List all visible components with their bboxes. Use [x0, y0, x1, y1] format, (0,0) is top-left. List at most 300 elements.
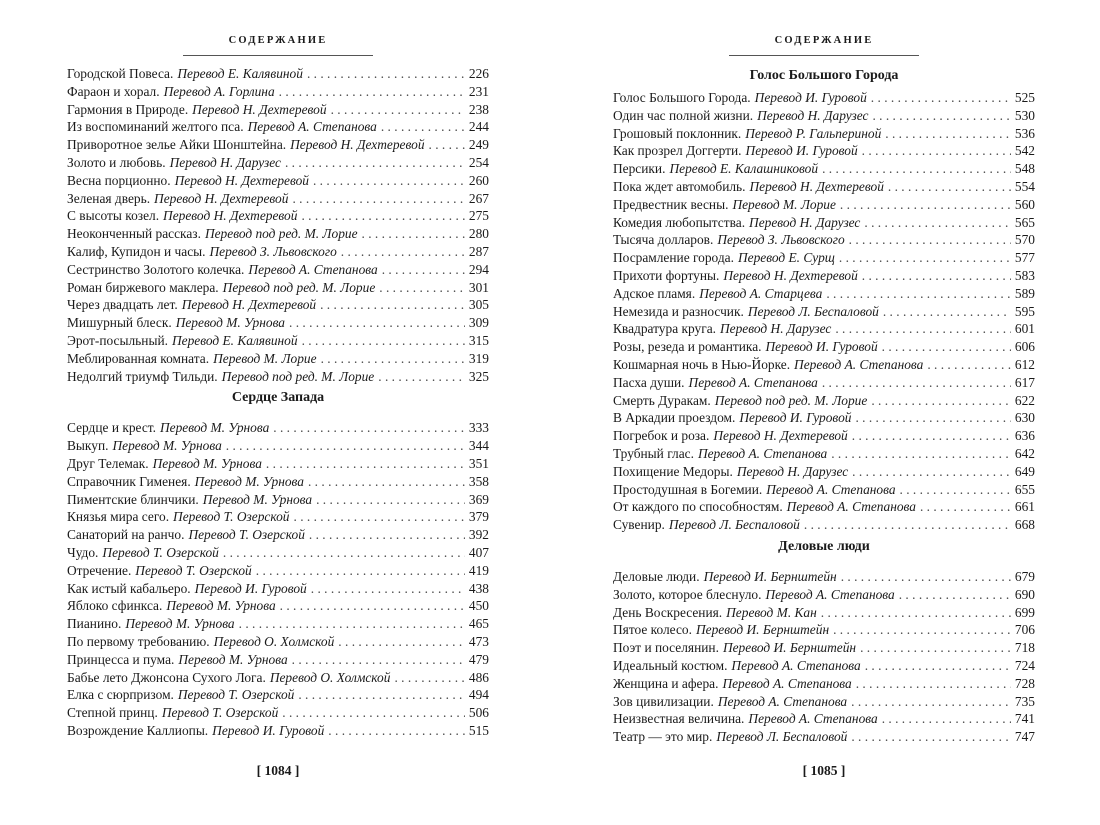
- story-title: Персики.: [613, 161, 666, 177]
- entry-page-number: 438: [468, 580, 489, 596]
- toc-entry: [613, 90, 1035, 108]
- entry-page-number: 589: [1014, 285, 1035, 301]
- dot-leader: [841, 569, 1011, 585]
- translator-credit: Перевод Т. Озерской: [161, 705, 279, 721]
- translator-credit: Перевод Н. Дехтеревой: [723, 267, 858, 283]
- dot-leader: [883, 304, 1011, 320]
- dot-leader: [851, 694, 1011, 710]
- translator-credit: Перевод Н. Дехтеревой: [154, 190, 289, 206]
- dot-leader: [871, 393, 1011, 409]
- story-title: Сестринство Золотого колечка.: [67, 261, 245, 277]
- dot-leader: [379, 280, 465, 296]
- toc-list: [613, 569, 1035, 747]
- translator-credit: Перевод М. Кан: [726, 604, 817, 620]
- entry-page-number: 369: [468, 491, 489, 507]
- dot-leader: [831, 446, 1011, 462]
- dot-leader: [279, 84, 465, 100]
- dot-leader: [266, 456, 465, 472]
- dot-leader: [885, 126, 1011, 142]
- toc-entry: [67, 705, 489, 723]
- story-title: Предвестник весны.: [613, 196, 729, 212]
- dot-leader: [309, 527, 465, 543]
- translator-credit: Перевод Н. Дехтеревой: [174, 172, 309, 188]
- toc-list: [67, 66, 489, 386]
- translator-credit: Перевод А. Степанова: [748, 711, 878, 727]
- dot-leader: [362, 226, 465, 242]
- translator-credit: Перевод М. Урнова: [178, 651, 288, 667]
- toc-entry: [613, 729, 1035, 747]
- translator-credit: Перевод И. Гуровой: [745, 143, 858, 159]
- entry-page-number: 548: [1014, 161, 1035, 177]
- entry-page-number: 583: [1014, 267, 1035, 283]
- story-title: Калиф, Купидон и часы.: [67, 243, 206, 259]
- translator-credit: Перевод А. Степанова: [786, 499, 916, 515]
- story-title: Зов цивилизации.: [613, 693, 714, 709]
- toc-entry: [67, 581, 489, 599]
- dot-leader: [851, 729, 1011, 745]
- toc-entry: [67, 244, 489, 262]
- entry-page-number: 649: [1014, 463, 1035, 479]
- story-title: Золото и любовь.: [67, 154, 166, 170]
- toc-entry: [67, 102, 489, 120]
- translator-credit: Перевод А. Степанова: [248, 261, 378, 277]
- left-page: [67, 0, 489, 825]
- story-title: Гармония в Природе.: [67, 101, 189, 117]
- toc-entry: [67, 509, 489, 527]
- translator-credit: Перевод Н. Дарузес: [757, 107, 869, 123]
- entry-page-number: 560: [1014, 196, 1035, 212]
- story-title: Погребок и роза.: [613, 428, 710, 444]
- entry-page-number: 741: [1014, 711, 1035, 727]
- dot-leader: [855, 410, 1010, 426]
- story-title: Бабье лето Джонсона Сухого Лога.: [67, 669, 266, 685]
- translator-credit: Перевод Н. Дарузес: [169, 154, 281, 170]
- story-title: Елка с сюрпризом.: [67, 687, 174, 703]
- toc-entry: [613, 569, 1035, 587]
- story-title: Друг Телемак.: [67, 455, 149, 471]
- dot-leader: [338, 634, 465, 650]
- dot-leader: [822, 161, 1011, 177]
- toc-entry: [613, 197, 1035, 215]
- story-title: Кошмарная ночь в Нью-Йорке.: [613, 356, 791, 372]
- page-number: [ 1085 ]: [802, 763, 846, 778]
- toc-entry: [67, 474, 489, 492]
- dot-leader: [871, 90, 1011, 106]
- translator-credit: Перевод М. Урнова: [152, 455, 262, 471]
- story-title: Голос Большого Города.: [613, 90, 751, 105]
- toc-entry: [67, 191, 489, 209]
- translator-credit: Перевод Л. Беспаловой: [747, 303, 879, 319]
- translator-credit: Перевод А. Степанова: [717, 693, 848, 709]
- toc-entry: [67, 333, 489, 351]
- toc-entry: [613, 393, 1035, 411]
- entry-page-number: 260: [468, 172, 489, 188]
- dot-leader: [316, 492, 465, 508]
- toc-entry: [613, 622, 1035, 640]
- dot-leader: [860, 640, 1011, 656]
- dot-leader: [381, 119, 465, 135]
- toc-entry: [613, 711, 1035, 729]
- toc-entry: [67, 563, 489, 581]
- translator-credit: Перевод М. Урнова: [194, 473, 304, 489]
- story-title: Меблированная комната.: [67, 350, 210, 366]
- toc-entry: [67, 527, 489, 545]
- story-title: Квадратура круга.: [613, 321, 716, 337]
- entry-page-number: 301: [468, 279, 489, 295]
- toc-entry: [67, 315, 489, 333]
- toc-list: [613, 90, 1035, 535]
- translator-credit: Перевод А. Степанова: [766, 481, 896, 497]
- dot-leader: [321, 351, 465, 367]
- story-title: Пятое колесо.: [613, 622, 692, 638]
- entry-page-number: 724: [1014, 657, 1035, 673]
- entry-page-number: 275: [468, 208, 489, 224]
- dot-leader: [840, 197, 1011, 213]
- translator-credit: Перевод М. Урнова: [166, 598, 276, 614]
- entry-page-number: 636: [1014, 428, 1035, 444]
- dot-leader: [292, 652, 465, 668]
- story-title: Розы, резеда и романтика.: [613, 339, 762, 355]
- entry-page-number: 325: [468, 368, 489, 384]
- toc-entry: [613, 499, 1035, 517]
- right-page: [613, 0, 1035, 825]
- dot-leader: [341, 244, 465, 260]
- entry-page-number: 231: [468, 83, 489, 99]
- translator-credit: Перевод А. Горлина: [163, 83, 275, 99]
- dot-leader: [292, 191, 464, 207]
- translator-credit: Перевод Н. Дехтеревой: [192, 101, 327, 117]
- story-title: Эрот-посыльный.: [67, 332, 168, 348]
- dot-leader: [839, 250, 1011, 266]
- toc-entry: [613, 215, 1035, 233]
- dot-leader: [900, 482, 1011, 498]
- translator-credit: Перевод Е. Калявиной: [171, 332, 298, 348]
- toc-entry: [67, 545, 489, 563]
- story-title: Из воспоминаний желтого пса.: [67, 119, 244, 135]
- dot-leader: [835, 321, 1011, 337]
- toc-entry: [613, 286, 1035, 304]
- entry-page-number: 238: [468, 101, 489, 117]
- translator-credit: Перевод под ред. М. Лорие: [222, 279, 376, 295]
- entry-page-number: 612: [1014, 356, 1035, 372]
- toc-entry: [67, 687, 489, 705]
- translator-credit: Перевод Р. Гальпериной: [745, 125, 882, 141]
- dot-leader: [862, 143, 1011, 159]
- story-title: Сердце и крест.: [67, 420, 156, 436]
- dot-leader: [394, 670, 464, 686]
- dot-leader: [378, 369, 465, 385]
- entry-page-number: 465: [468, 616, 489, 632]
- entry-page-number: 309: [468, 315, 489, 331]
- translator-credit: Перевод А. Степанова: [722, 675, 852, 691]
- entry-page-number: 565: [1014, 214, 1035, 230]
- story-title: Немезида и разносчик.: [613, 303, 744, 319]
- story-title: Принцесса и пума.: [67, 651, 175, 667]
- dot-leader: [239, 616, 465, 632]
- translator-credit: Перевод З. Львовского: [717, 232, 845, 248]
- toc-entry: [613, 232, 1035, 250]
- toc-entry: [613, 658, 1035, 676]
- story-title: Один час полной жизни.: [613, 107, 754, 123]
- dot-leader: [320, 297, 465, 313]
- story-title: Адское пламя.: [613, 285, 696, 301]
- entry-page-number: 655: [1014, 481, 1035, 497]
- translator-credit: Перевод З. Львовского: [209, 243, 337, 259]
- story-title: Весна порционно.: [67, 172, 171, 188]
- toc-content: [613, 66, 1035, 747]
- dot-leader: [852, 464, 1011, 480]
- toc-entry: [67, 351, 489, 369]
- story-title: Пианино.: [67, 616, 122, 632]
- section-title: Деловые люди: [778, 538, 870, 554]
- entry-page-number: 419: [468, 562, 489, 578]
- translator-credit: Перевод Н. Дехтеревой: [290, 137, 425, 153]
- toc-entry: [67, 670, 489, 688]
- story-title: Сувенир.: [613, 517, 665, 533]
- toc-entry: [613, 446, 1035, 464]
- translator-credit: Перевод И. Гуровой: [212, 722, 325, 738]
- running-head: СОДЕРЖАНИЕ: [228, 35, 328, 46]
- translator-credit: Перевод М. Урнова: [159, 420, 270, 436]
- translator-credit: Перевод Н. Дехтеревой: [181, 297, 317, 313]
- story-title: Золото, которое блеснуло.: [613, 586, 762, 602]
- dot-leader: [849, 232, 1011, 248]
- toc-entry: [613, 375, 1035, 393]
- dot-leader: [872, 108, 1010, 124]
- story-title: Пиментские блинчики.: [67, 491, 199, 507]
- story-title: Трубный глас.: [613, 445, 694, 461]
- toc-entry: [67, 226, 489, 244]
- entry-page-number: 642: [1014, 445, 1035, 461]
- translator-credit: Перевод под ред. М. Лорие: [221, 368, 375, 384]
- dot-leader: [298, 687, 465, 703]
- entry-page-number: 287: [468, 243, 489, 259]
- translator-credit: Перевод Н. Дехтеревой: [163, 208, 298, 224]
- entry-page-number: 315: [468, 332, 489, 348]
- translator-credit: Перевод Т. Озерской: [173, 509, 290, 525]
- toc-entry: [67, 66, 489, 84]
- story-title: Роман биржевого маклера.: [67, 279, 219, 295]
- toc-entry: [613, 587, 1035, 605]
- story-title: Степной принц.: [67, 705, 158, 721]
- dot-leader: [862, 268, 1011, 284]
- toc-entry: [613, 143, 1035, 161]
- dot-leader: [282, 705, 465, 721]
- translator-credit: Перевод под ред. М. Лорие: [204, 226, 358, 242]
- dot-leader: [882, 339, 1011, 355]
- dot-leader: [302, 333, 465, 349]
- entry-page-number: 718: [1014, 640, 1035, 656]
- entry-page-number: 699: [1014, 604, 1035, 620]
- toc-entry: [613, 321, 1035, 339]
- entry-page-number: 226: [468, 66, 489, 81]
- dot-leader: [864, 215, 1011, 231]
- entry-page-number: 570: [1014, 232, 1035, 248]
- entry-page-number: 690: [1014, 586, 1035, 602]
- toc-entry: [613, 605, 1035, 623]
- story-title: Посрамление города.: [613, 250, 734, 266]
- translator-credit: Перевод А. Степанова: [765, 586, 895, 602]
- toc-entry: [67, 598, 489, 616]
- story-title: Недолгий триумф Тильди.: [67, 368, 218, 384]
- story-title: Приворотное зелье Айки Шонштейна.: [67, 137, 287, 153]
- translator-credit: Перевод Н. Дарузес: [720, 321, 832, 337]
- toc-entry: [613, 161, 1035, 179]
- story-title: Пасха души.: [613, 374, 685, 390]
- story-title: Справочник Гименея.: [67, 473, 191, 489]
- entry-page-number: 606: [1014, 339, 1035, 355]
- toc-entry: [67, 492, 489, 510]
- toc-entry: [67, 420, 489, 438]
- entry-page-number: 747: [1014, 729, 1035, 745]
- entry-page-number: 333: [468, 420, 489, 436]
- story-title: С высоты козел.: [67, 208, 160, 224]
- toc-entry: [67, 456, 489, 474]
- entry-page-number: 267: [468, 190, 489, 206]
- entry-page-number: 622: [1014, 392, 1035, 408]
- toc-list: [67, 420, 489, 740]
- translator-credit: Перевод И. Гуровой: [194, 580, 307, 596]
- story-title: В Аркадии проездом.: [613, 410, 736, 426]
- translator-credit: Перевод Е. Сурщ: [737, 250, 835, 266]
- story-title: Похищение Медоры.: [613, 463, 733, 479]
- story-title: Пока ждет автомобиль.: [613, 178, 746, 194]
- story-title: Чудо.: [67, 544, 99, 560]
- dot-leader: [821, 605, 1011, 621]
- toc-entry: [67, 297, 489, 315]
- entry-page-number: 515: [468, 722, 489, 738]
- entry-page-number: 379: [468, 509, 489, 525]
- dot-leader: [223, 545, 465, 561]
- toc-entry: [67, 173, 489, 191]
- entry-page-number: 344: [468, 438, 489, 454]
- entry-page-number: 294: [468, 261, 489, 277]
- translator-credit: Перевод А. Степанова: [688, 374, 818, 390]
- translator-credit: Перевод А. Степанова: [731, 657, 861, 673]
- toc-entry: [613, 304, 1035, 322]
- entry-page-number: 473: [468, 633, 489, 649]
- head-rule: [183, 55, 373, 56]
- dot-leader: [826, 286, 1011, 302]
- running-head: СОДЕРЖАНИЕ: [774, 35, 874, 46]
- story-title: Грошовый поклонник.: [613, 125, 742, 141]
- dot-leader: [882, 711, 1011, 727]
- story-title: Санаторий на ранчо.: [67, 527, 185, 543]
- story-title: Комедия любопытства.: [613, 214, 746, 230]
- translator-credit: Перевод А. Старцева: [699, 285, 823, 301]
- dot-leader: [226, 438, 465, 454]
- translator-credit: Перевод М. Лорие: [732, 196, 836, 212]
- story-title: Как истый кабальеро.: [67, 580, 191, 596]
- toc-entry: [67, 262, 489, 280]
- dot-leader: [280, 598, 465, 614]
- dot-leader: [833, 622, 1011, 638]
- translator-credit: Перевод М. Урнова: [175, 315, 285, 331]
- story-title: Фараон и хорал.: [67, 83, 160, 99]
- entry-page-number: 249: [468, 137, 489, 153]
- dot-leader: [285, 155, 465, 171]
- entry-page-number: 486: [468, 669, 489, 685]
- translator-credit: Перевод О. Холмской: [213, 633, 335, 649]
- dot-leader: [888, 179, 1011, 195]
- entry-page-number: 479: [468, 651, 489, 667]
- dot-leader: [313, 173, 465, 189]
- dot-leader: [307, 66, 465, 82]
- toc-entry: [67, 137, 489, 155]
- translator-credit: Перевод М. Урнова: [202, 491, 313, 507]
- toc-entry: [613, 640, 1035, 658]
- entry-page-number: 280: [468, 226, 489, 242]
- toc-entry: [67, 616, 489, 634]
- entry-page-number: 305: [468, 297, 489, 313]
- toc-entry: [613, 126, 1035, 144]
- translator-credit: Перевод Л. Беспаловой: [668, 517, 800, 533]
- story-title: Неоконченный рассказ.: [67, 226, 201, 242]
- story-title: Простодушная в Богемии.: [613, 481, 763, 497]
- dot-leader: [311, 581, 465, 597]
- dot-leader: [852, 428, 1011, 444]
- dot-leader: [865, 658, 1011, 674]
- entry-page-number: 530: [1014, 107, 1035, 123]
- dot-leader: [289, 315, 465, 331]
- dot-leader: [927, 357, 1011, 373]
- dot-leader: [804, 517, 1011, 533]
- entry-page-number: 735: [1014, 693, 1035, 709]
- dot-leader: [256, 563, 465, 579]
- story-title: Зеленая дверь.: [67, 190, 151, 206]
- dot-leader: [273, 420, 465, 436]
- toc-entry: [67, 119, 489, 137]
- toc-entry: [67, 208, 489, 226]
- entry-page-number: 536: [1014, 125, 1035, 141]
- section-title: Голос Большого Города: [749, 68, 899, 83]
- story-title: День Воскресения.: [613, 604, 723, 620]
- entry-page-number: 679: [1014, 568, 1035, 584]
- entry-page-number: 577: [1014, 250, 1035, 266]
- story-title: Деловые люди.: [613, 568, 700, 584]
- translator-credit: Перевод Т. Озерской: [188, 527, 305, 543]
- translator-credit: Перевод А. Степанова: [697, 445, 828, 461]
- translator-credit: Перевод И. Гуровой: [754, 90, 867, 105]
- translator-credit: Перевод Е. Калашниковой: [669, 161, 819, 177]
- entry-page-number: 494: [468, 687, 489, 703]
- toc-entry: [67, 369, 489, 387]
- story-title: Тысяча долларов.: [613, 232, 714, 248]
- dot-leader: [294, 509, 465, 525]
- dot-leader: [856, 676, 1011, 692]
- story-title: Идеальный костюм.: [613, 657, 728, 673]
- entry-page-number: 244: [468, 119, 489, 135]
- translator-credit: Перевод И. Бернштейн: [722, 640, 857, 656]
- head-rule: [729, 55, 919, 56]
- entry-page-number: 525: [1014, 90, 1035, 105]
- translator-credit: Перевод И. Гуровой: [739, 410, 852, 426]
- translator-credit: Перевод А. Степанова: [794, 356, 924, 372]
- translator-credit: Перевод И. Гуровой: [765, 339, 878, 355]
- story-title: Яблоко сфинкса.: [67, 598, 163, 614]
- dot-leader: [429, 137, 465, 153]
- entry-page-number: 706: [1014, 622, 1035, 638]
- entry-page-number: 351: [468, 455, 489, 471]
- toc-entry: [67, 438, 489, 456]
- toc-entry: [67, 155, 489, 173]
- entry-page-number: 506: [468, 705, 489, 721]
- story-title: Поэт и поселянин.: [613, 640, 719, 656]
- page-number: [ 1084 ]: [256, 763, 300, 778]
- translator-credit: Перевод под ред. М. Лорие: [714, 392, 868, 408]
- translator-credit: Перевод И. Бернштейн: [703, 568, 837, 584]
- story-title: Отречение.: [67, 562, 132, 578]
